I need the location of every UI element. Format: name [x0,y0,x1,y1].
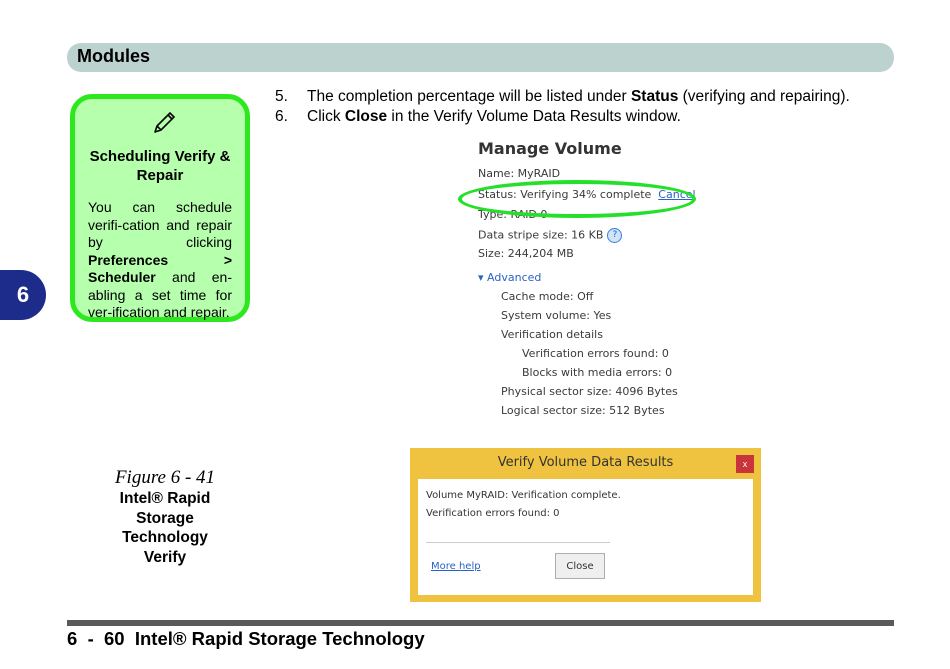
cache-mode: Cache mode: Off [501,290,594,303]
steps-list [275,87,850,126]
figure-number: Figure 6 - 41 [114,467,216,488]
manage-volume-screenshot [470,134,698,424]
figure-caption-line: Storage [136,509,194,527]
close-button[interactable]: Close [555,553,605,579]
verification-result: Volume MyRAID: Verification complete. [426,490,621,501]
dialog-body [418,479,753,595]
note-title: Scheduling Verify & Repair [89,148,231,184]
data-stripe-size: Data stripe size: 16 KB ? [478,228,622,243]
volume-type: Type: RAID 0 [478,208,548,221]
more-help-link[interactable]: More help [431,561,481,572]
help-icon[interactable]: ? [607,228,622,243]
logical-sector-size: Logical sector size: 512 Bytes [501,404,665,417]
dialog-title: Verify Volume Data Results [497,455,674,470]
system-volume: System volume: Yes [501,309,612,322]
step-item: 5. The completion percentage will be listed under Status (verifying and repairing). [275,88,850,105]
step-item: 6. Click Close in the Verify Volume Data Results window. [275,107,681,125]
volume-size: Size: 244,204 MB [478,247,574,260]
status-highlight-ellipse [458,180,696,218]
note-box [70,94,250,322]
verify-results-dialog [410,448,761,602]
close-icon[interactable]: x [736,455,754,473]
footer-divider [67,620,894,626]
note-text: You can schedule verifi-cation and repair by clicking Preferences > Scheduler and en-abling a set time for ver-ification and repair. [88,199,232,320]
figure-caption-line: Intel® Rapid [119,490,211,507]
manage-volume-title: Manage Volume [478,139,622,158]
volume-name: Name: MyRAID [478,167,561,180]
physical-sector-size: Physical sector size: 4096 Bytes [501,385,678,398]
figure-caption-line: Technology [122,529,208,546]
advanced-toggle[interactable]: ▾ Advanced [478,271,542,284]
verification-errors-result: Verification errors found: 0 [426,508,560,519]
divider [426,542,610,543]
cancel-link[interactable]: Cancel [658,188,696,201]
figure-caption-line: Verify [143,548,187,566]
verification-details: Verification details [501,328,603,341]
figure-caption [108,467,222,567]
triangle-down-icon: ▾ [478,271,488,284]
volume-status: Status: Verifying 34% complete Cancel [478,188,696,201]
pencil-icon [151,111,177,135]
media-errors: Blocks with media errors: 0 [522,366,673,379]
section-header [67,43,894,72]
section-title: Modules [77,46,151,66]
verification-errors: Verification errors found: 0 [522,347,669,360]
page-footer: 6 - 60 Intel® Rapid Storage Technology [67,628,425,649]
chapter-tab: 6 [0,270,46,320]
